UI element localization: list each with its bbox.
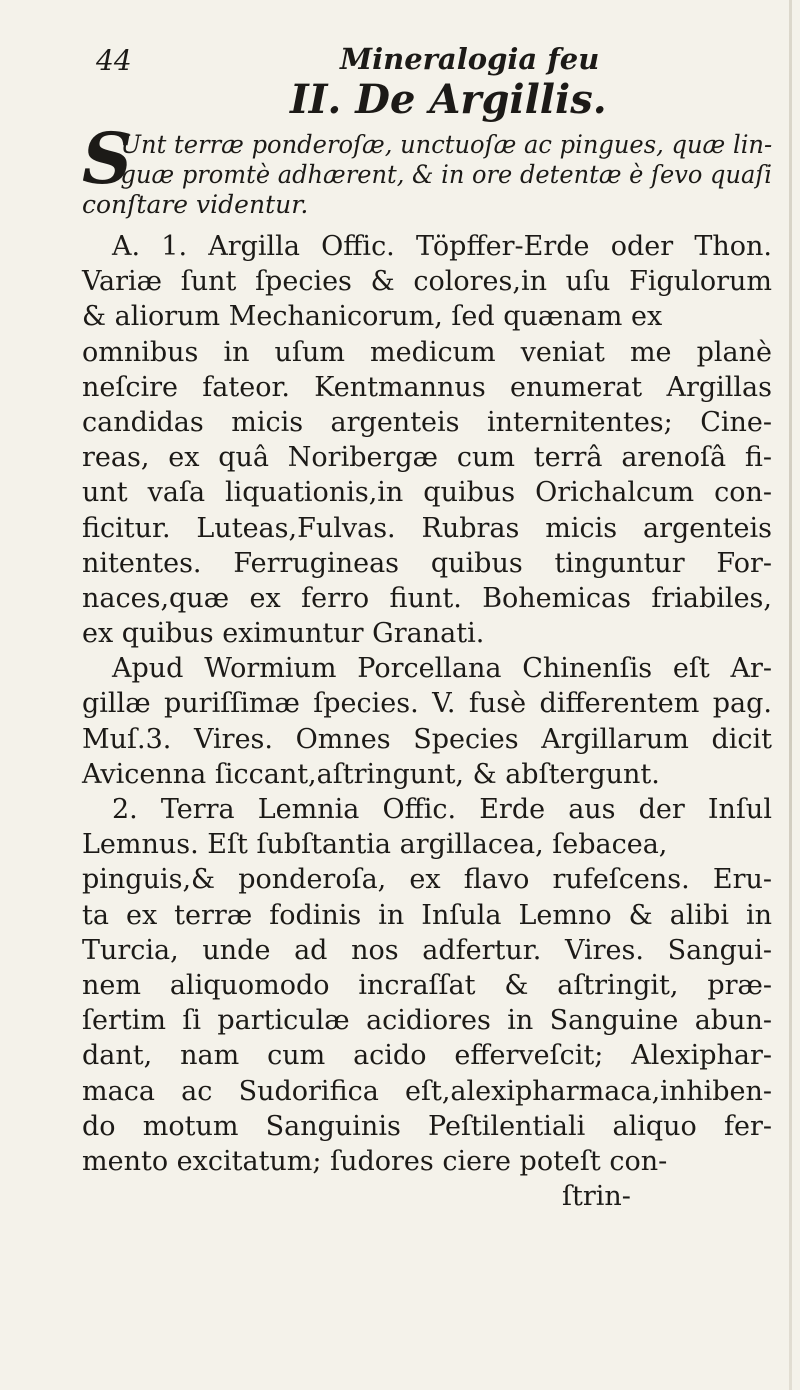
page-number: 44 xyxy=(96,44,132,77)
text-line: Variæ ſunt ſpecies & colores,in uſu Figulorum xyxy=(82,266,772,298)
text-line: reas, ex quâ Noribergæ cum terrâ arenoſâ fi- xyxy=(82,442,772,474)
running-head: Mineralogia feu xyxy=(340,42,600,76)
page-header xyxy=(0,40,800,80)
text-line: nitentes. Ferrugineas quibus tinguntur For- xyxy=(82,547,772,579)
text-line: candidas micis argenteis internitentes; Cine- xyxy=(82,406,773,438)
text-line: Turcia, unde ad nos adfertur. Vires. Sangui- xyxy=(82,934,772,966)
drop-cap: S xyxy=(82,117,133,200)
text-line: ficitur. Luteas,Fulvas. Rubras micis argenteis xyxy=(82,512,772,544)
page-edge xyxy=(789,0,792,1390)
text-line: Avicenna ſiccant,aſtringunt, & abſtergunt. xyxy=(82,758,660,790)
text-line: unt vaſa liquationis,in quibus Orichalcum con- xyxy=(82,477,773,509)
text-line: ex quibus eximuntur Granati. xyxy=(82,618,485,650)
text-line: maca ac Sudorifica eſt,alexipharmaca,inhiben- xyxy=(82,1075,773,1107)
text-line: pinguis,& ponderoſa, ex flavo rufeſcens. Eru- xyxy=(82,864,773,896)
intro-line: Unt terræ ponderoſæ, unctuoſæ ac pingues, quæ lin- xyxy=(120,130,773,159)
intro-line: conſtare videntur. xyxy=(82,190,309,219)
text-line: & aliorum Mechanicorum, ſed quænam ex xyxy=(82,301,663,333)
intro-paragraph xyxy=(82,117,773,220)
text-line: gillæ puriſſimæ ſpecies. V. fusè differentem pag. xyxy=(82,688,773,720)
text-line: Lemnus. Eſt ſubſtantia argillacea, ſebacea, xyxy=(82,829,668,861)
body-text xyxy=(82,229,772,1214)
text-line: A. 1. Argilla Offic. Töpffer-Erde oder Thon. xyxy=(112,231,772,262)
text-line: dant, nam cum acido efferveſcit; Alexiphar- xyxy=(82,1040,773,1072)
text-line: Muſ.3. Vires. Omnes Species Argillarum dicit xyxy=(82,723,772,755)
text-line: ta ex terræ fodinis in Inſula Lemno & alibi in xyxy=(82,899,773,931)
section-title: II. De Argillis. xyxy=(290,76,607,123)
text-line: ſtrin- xyxy=(562,1181,631,1213)
text-line: nem aliquomodo incraſſat & aſtringit, præ- xyxy=(82,969,773,1001)
text-line: 2. Terra Lemnia Offic. Erde aus der Inſul xyxy=(112,794,772,825)
text-line: mento excitatum; ſudores ciere poteſt con- xyxy=(82,1145,668,1177)
text-line: ſertim ſi particulæ acidiores in Sanguine abun- xyxy=(82,1005,772,1037)
text-line: neſcire fateor. Kentmannus enumerat Argillas xyxy=(82,371,772,403)
text-line: naces,quæ ex ferro fiunt. Bohemicas friabiles, xyxy=(82,582,772,614)
text-line: do motum Sanguinis Peſtilentiali aliquo fer- xyxy=(82,1110,772,1142)
text-line: omnibus in uſum medicum veniat me planè xyxy=(82,336,772,368)
text-line: Apud Wormium Porcellana Chinenſis eſt Ar- xyxy=(112,653,772,685)
intro-line: guæ promtè adhærent, & in ore detentæ è ſevo quaſi xyxy=(120,160,772,189)
